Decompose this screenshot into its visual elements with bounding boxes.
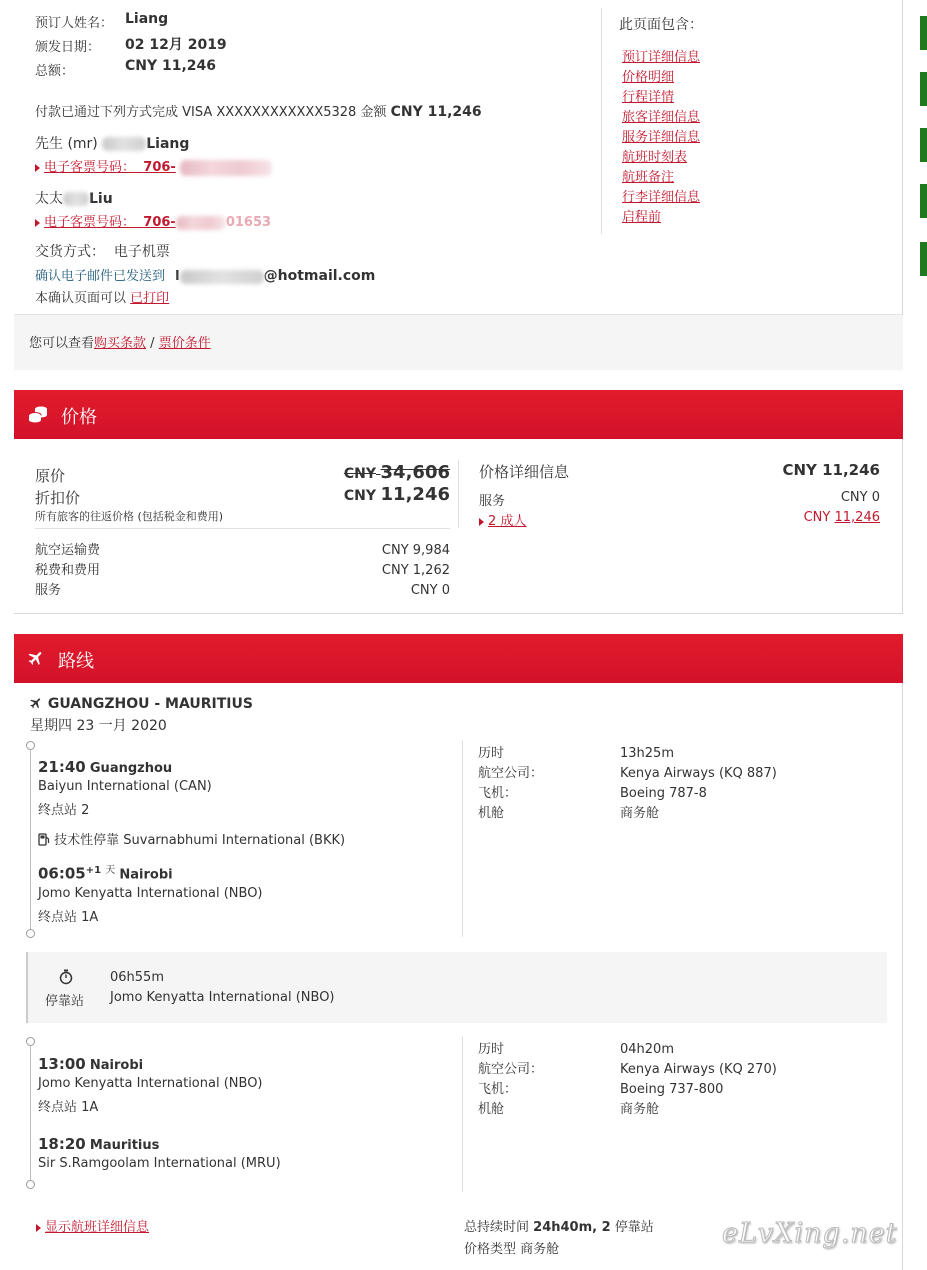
adults-link[interactable]: 2 成人 [488, 514, 527, 529]
seg2-airline-value: Kenya Airways (KQ 270) [620, 1062, 777, 1077]
toc-list [622, 48, 700, 228]
seg1-arr-airport: Jomo Kenyatta International (NBO) [38, 886, 263, 901]
seg1-aircraft-value: Boeing 787-8 [620, 786, 707, 801]
toc-link[interactable]: 服务详细信息 [622, 130, 701, 145]
toc-item [622, 188, 700, 208]
toc-title: 此页面包含： [619, 17, 703, 33]
email-prefix: l [175, 269, 180, 284]
terms-text-line [29, 332, 211, 351]
seg1-arr-terminal: 终点站 1A [38, 910, 99, 925]
side-indicator [920, 184, 927, 218]
show-flight-details-link[interactable]: 显示航班详细信息 [45, 1220, 150, 1235]
total-label: 总额： [35, 64, 75, 79]
seg1-dep-city: Guangzhou [89, 761, 173, 776]
seg2-arrival [38, 1135, 159, 1153]
passenger-1-suffix: Liang [146, 136, 190, 152]
airplane-icon [29, 696, 43, 710]
passenger-1-prefix: 先生 (mr) [35, 136, 98, 152]
seg2-duration-label: 历时 [478, 1042, 505, 1057]
seg1-arr-time: 06:05 [38, 864, 86, 883]
seg1-dep-airport: Baiyun International (CAN) [38, 779, 212, 794]
original-price-label: 原价 [35, 467, 66, 485]
route-date: 星期四 23 一月 2020 [30, 718, 167, 734]
fare-type-value: 商务舱 [520, 1242, 560, 1257]
delivery-label: 交货方式： [35, 244, 105, 260]
fuel-icon [38, 833, 50, 846]
seg1-dep-terminal: 终点站 2 [38, 803, 90, 818]
seg1-duration-label: 历时 [478, 746, 505, 761]
adults-line[interactable] [479, 510, 526, 529]
seg1-arr-day: 天 [105, 865, 116, 876]
show-flight-details[interactable] [36, 1216, 149, 1235]
seg2-arr-airport: Sir S.Ramgoolam International (MRU) [38, 1156, 281, 1171]
passenger-1-ticket [35, 156, 272, 176]
toc-item [622, 168, 700, 188]
toc-item [622, 88, 700, 108]
toc-link[interactable]: 航班备注 [622, 170, 675, 185]
seg2-airline-label: 航空公司： [478, 1062, 544, 1077]
seg2-aircraft-value: Boeing 737-800 [620, 1082, 724, 1097]
expand-arrow-icon [479, 518, 484, 526]
seg2-dep-city: Nairobi [89, 1058, 144, 1073]
seg2-cabin-value: 商务舱 [620, 1102, 660, 1117]
print-text: 本确认页面可以 [35, 291, 127, 306]
total-value: CNY 11,246 [125, 58, 217, 74]
toc-link[interactable]: 启程前 [622, 210, 662, 225]
airplane-icon [27, 649, 45, 667]
total-duration-label: 总持续时间 [464, 1220, 530, 1235]
seg1-duration-value: 13h25m [620, 746, 674, 761]
price-row-value: CNY 9,984 [381, 543, 450, 558]
passenger-2-name [35, 188, 113, 208]
toc-item [622, 108, 700, 128]
delivery-value: 电子机票 [113, 244, 170, 260]
ticket-number-link[interactable]: 电子客票号码： 706- [44, 215, 176, 230]
seg2-dep-airport: Jomo Kenyatta International (NBO) [38, 1076, 263, 1091]
timeline-start-dot [26, 1037, 35, 1046]
seg1-airline-label: 航空公司： [478, 766, 544, 781]
seg2-divider [462, 1036, 463, 1192]
adults-price: CNY 11,246 [803, 510, 880, 525]
toc-item [622, 208, 700, 228]
print-line [35, 287, 169, 306]
seg1-arrival [38, 861, 173, 882]
timeline-end-dot [26, 929, 35, 938]
fare-conditions-link[interactable]: 票价条件 [158, 336, 211, 351]
price-row [35, 561, 450, 581]
redacted-ticket [176, 216, 226, 230]
coins-icon [28, 404, 48, 424]
price-row-label: 税费和费用 [35, 563, 101, 578]
price-header [14, 390, 903, 439]
expand-arrow-icon [35, 219, 40, 227]
total-duration [464, 1216, 654, 1235]
seg1-divider [462, 740, 463, 937]
price-row-label: 服务 [35, 583, 62, 598]
stopwatch-icon [59, 969, 73, 985]
toc-item [622, 68, 700, 88]
original-price-value: CNY 34,606 [343, 462, 450, 483]
toc-item [622, 128, 700, 148]
seg2-dep-terminal: 终点站 1A [38, 1100, 99, 1115]
seg2-dep-time: 13:00 [38, 1055, 86, 1073]
ticket-number-link[interactable]: 电子客票号码： 706- [44, 160, 176, 175]
toc-link[interactable]: 预订详细信息 [622, 50, 701, 65]
passenger-2-suffix: Liu [89, 191, 113, 207]
seg1-details [478, 744, 777, 824]
seg1-tech-stop: 技术性停靠 Suvarnabhumi International (BKK) [38, 829, 345, 848]
fare-type [464, 1238, 559, 1257]
total-duration-value: 24h40m, 2 [533, 1220, 611, 1235]
seg1-arr-plus: +1 [85, 865, 102, 876]
booker-label: 预订人姓名： [35, 16, 114, 31]
seg1-arr-city: Nairobi [119, 867, 173, 883]
toc-item [622, 48, 700, 68]
price-detail-title: 价格详细信息 [479, 463, 570, 481]
stop-airport: Jomo Kenyatta International (NBO) [110, 990, 335, 1005]
price-row [35, 581, 450, 601]
toc-link[interactable]: 航班时刻表 [622, 150, 688, 165]
route-header [14, 634, 903, 683]
stop-duration: 06h55m [110, 970, 164, 985]
price-row-value: CNY 0 [410, 583, 450, 598]
redacted-ticket [180, 160, 272, 176]
service-label: 服务 [479, 494, 506, 509]
seg1-dep-time: 21:40 [38, 758, 86, 776]
price-row-label: 航空运输费 [35, 543, 101, 558]
segment-2-timeline [30, 1043, 31, 1185]
toc-link[interactable]: 行李详细信息 [622, 190, 701, 205]
seg2-aircraft-label: 飞机： [478, 1082, 518, 1097]
seg1-departure [38, 758, 172, 776]
passenger-2-ticket [35, 211, 271, 230]
side-indicator [920, 242, 927, 276]
payment-amount: CNY 11,246 [390, 104, 482, 120]
price-vertical-divider [458, 460, 459, 528]
discount-price-label: 折扣价 [35, 489, 81, 507]
passenger-2-prefix: 太太 [35, 191, 63, 207]
toc-link[interactable]: 行程详情 [622, 90, 675, 105]
route-header-title: 路线 [58, 651, 94, 672]
issue-date-value: 02 12月 2019 [125, 37, 227, 53]
seg2-details [478, 1040, 777, 1120]
seg1-airline-value: Kenya Airways (KQ 887) [620, 766, 777, 781]
seg2-arr-time: 18:20 [38, 1135, 86, 1153]
side-indicator [920, 72, 927, 106]
issue-date-label: 颁发日期： [35, 40, 101, 55]
payment-info [35, 101, 482, 120]
service-value: CNY 0 [840, 490, 880, 505]
timeline-end-dot [26, 1180, 35, 1189]
seg1-cabin-label: 机舱 [478, 806, 505, 821]
passenger-1-name [35, 133, 189, 153]
toc-link[interactable]: 旅客详细信息 [622, 110, 701, 125]
email-value: @hotmail.com [263, 268, 376, 284]
price-row-value: CNY 1,262 [381, 563, 450, 578]
print-link[interactable]: 已打印 [130, 291, 170, 306]
side-indicator [920, 16, 927, 50]
expand-arrow-icon [36, 1224, 41, 1232]
stopover-box [26, 952, 887, 1023]
toc-link[interactable]: 价格明细 [622, 70, 675, 85]
email-label: 确认电子邮件已发送到 [35, 269, 166, 284]
discount-note: 所有旅客的往返价格 (包括税金和费用) [35, 510, 224, 523]
booker-value: Liang [125, 11, 169, 27]
terms-text: 您可以查看 [29, 336, 95, 351]
email-confirmation [35, 265, 375, 284]
seg1-cabin-value: 商务舱 [620, 806, 660, 821]
side-indicator [920, 128, 927, 162]
redacted-name [102, 137, 146, 151]
seg2-departure [38, 1055, 143, 1073]
price-detail-total: CNY 11,246 [782, 461, 880, 479]
expand-arrow-icon [35, 164, 40, 172]
discount-price-value: CNY 11,246 [343, 484, 450, 505]
price-row [35, 541, 450, 561]
redacted-email [180, 270, 264, 284]
timeline-start-dot [26, 741, 35, 750]
delivery-method [35, 241, 170, 261]
payment-text: 付款已通过下列方式完成 VISA XXXXXXXXXXXX5328 金额 [35, 105, 387, 120]
seg2-duration-value: 04h20m [620, 1042, 674, 1057]
seg2-arr-city: Mauritius [89, 1138, 160, 1153]
seg1-aircraft-label: 飞机： [478, 786, 518, 801]
route-title: GUANGZHOU - MAURITIUS [29, 696, 253, 712]
redacted-name [63, 192, 89, 206]
fare-type-label: 价格类型 [464, 1242, 517, 1257]
watermark: eLvXing.net [722, 1218, 898, 1249]
stop-label: 停靠站 [45, 994, 85, 1009]
price-divider [35, 528, 450, 529]
toc-item [622, 148, 700, 168]
segment-1-timeline [30, 749, 31, 934]
purchase-terms-link[interactable]: 购买条款 [94, 336, 147, 351]
total-stops-label: 停靠站 [614, 1220, 654, 1235]
price-header-title: 价格 [61, 407, 97, 428]
terms-separator: / [150, 336, 155, 351]
toc-divider [601, 8, 602, 234]
price-breakdown [35, 541, 450, 601]
ticket-tail: 01653 [225, 215, 272, 230]
seg2-cabin-label: 机舱 [478, 1102, 505, 1117]
